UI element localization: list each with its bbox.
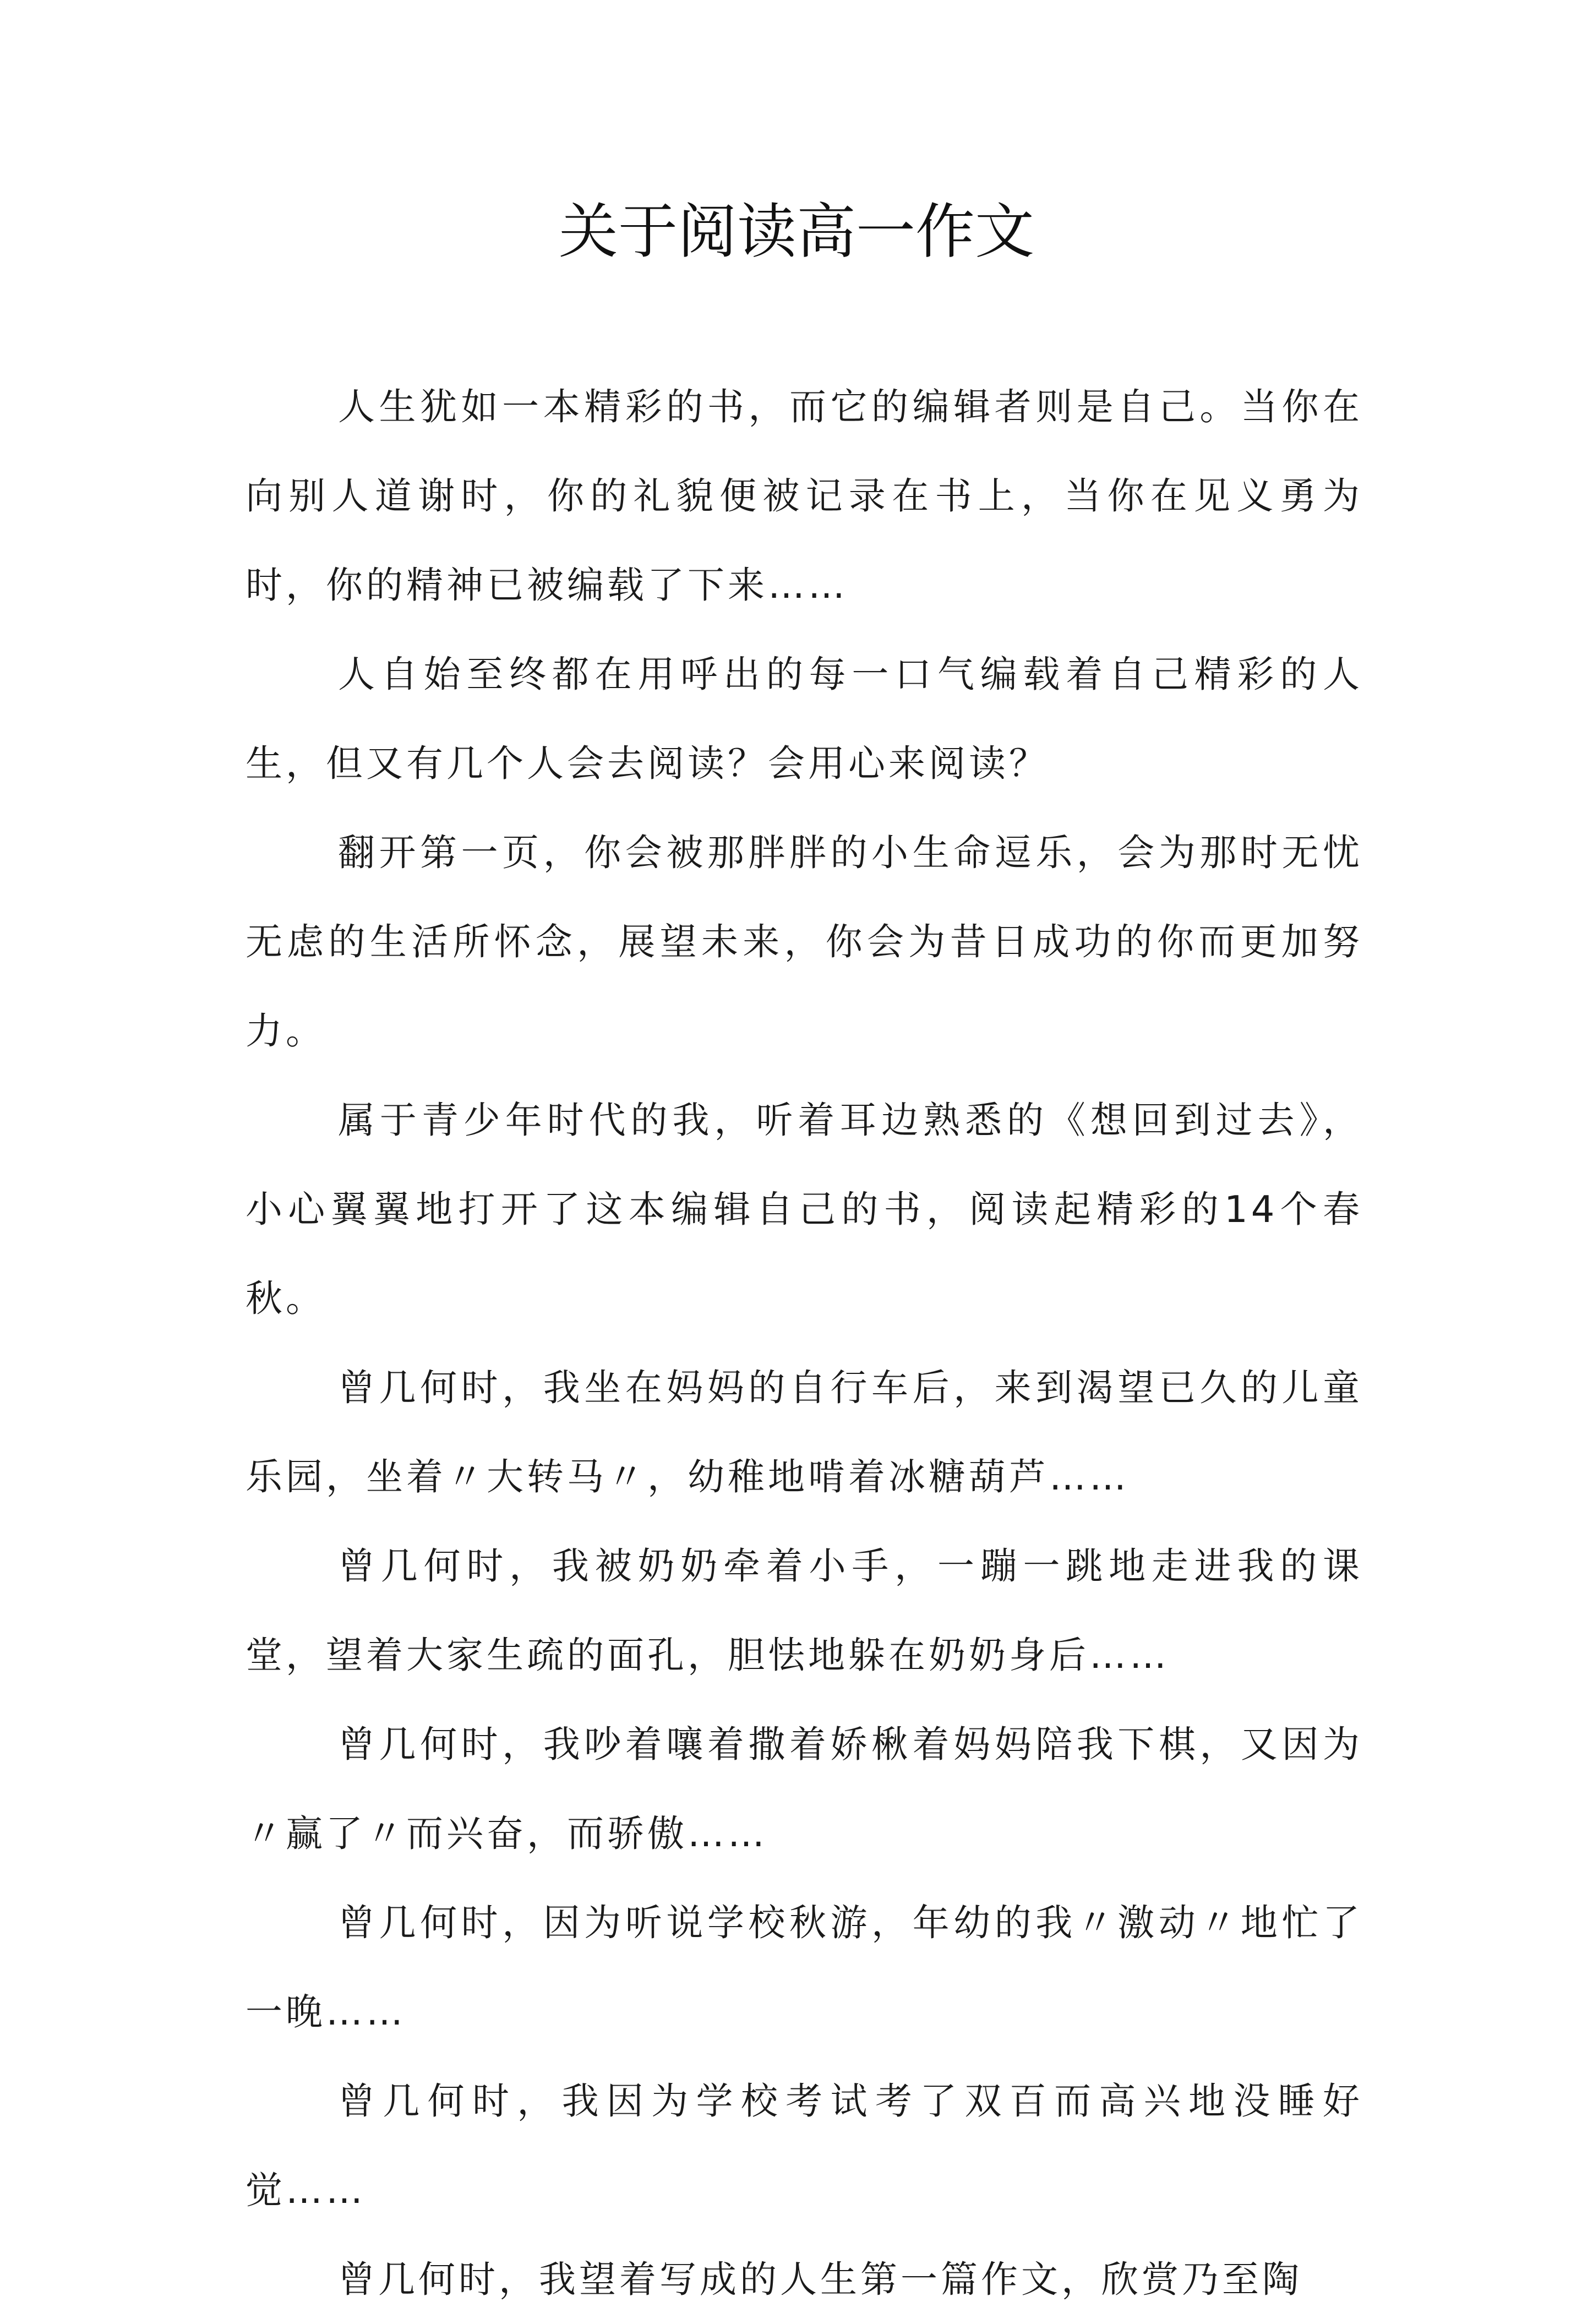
paragraph: 翻开第一页，你会被那胖胖的小生命逗乐，会为那时无忧无虑的生活所怀念，展望未来，你会为昔日成功的你而更加努力。 <box>246 831 1363 1052</box>
paragraph: 人自始至终都在用呼出的每一口气编载着自己精彩的人生，但又有几个人会去阅读？会用心来阅读？ <box>246 653 1363 785</box>
document-title: 关于阅读高一作文 <box>558 198 1034 266</box>
document-body <box>246 362 1363 2324</box>
paragraph: 曾几何时，我坐在妈妈的自行车后，来到渴望已久的儿童乐园，坐着〃大转马〃，幼稚地啃着冰糖葫芦…… <box>246 1366 1363 1498</box>
paragraph: 曾几何时，我望着写成的人生第一篇作文，欣赏乃至陶 <box>338 2258 1302 2301</box>
paragraph: 曾几何时，我吵着嚷着撒着娇楸着妈妈陪我下棋，又因为〃赢了〃而兴奋，而骄傲…… <box>246 1723 1363 1855</box>
paragraph: 曾几何时，我被奶奶牵着小手，一蹦一跳地走进我的课堂，望着大家生疏的面孔，胆怯地躲在奶奶身后…… <box>246 1545 1363 1677</box>
paragraph: 人生犹如一本精彩的书，而它的编辑者则是自己。当你在向别人道谢时，你的礼貌便被记录在书上，当你在见义勇为时，你的精神已被编载了下来…… <box>246 385 1363 607</box>
paragraph: 曾几何时，因为听说学校秋游，年幼的我〃激动〃地忙了一晚…… <box>246 1901 1363 2033</box>
paragraph: 曾几何时，我因为学校考试考了双百而高兴地没睡好觉…… <box>246 2080 1363 2212</box>
paragraph: 属于青少年时代的我，听着耳边熟悉的《想回到过去》，小心翼翼地打开了这本编辑自己的书，阅读起精彩的14个春秋。 <box>246 1099 1363 1320</box>
